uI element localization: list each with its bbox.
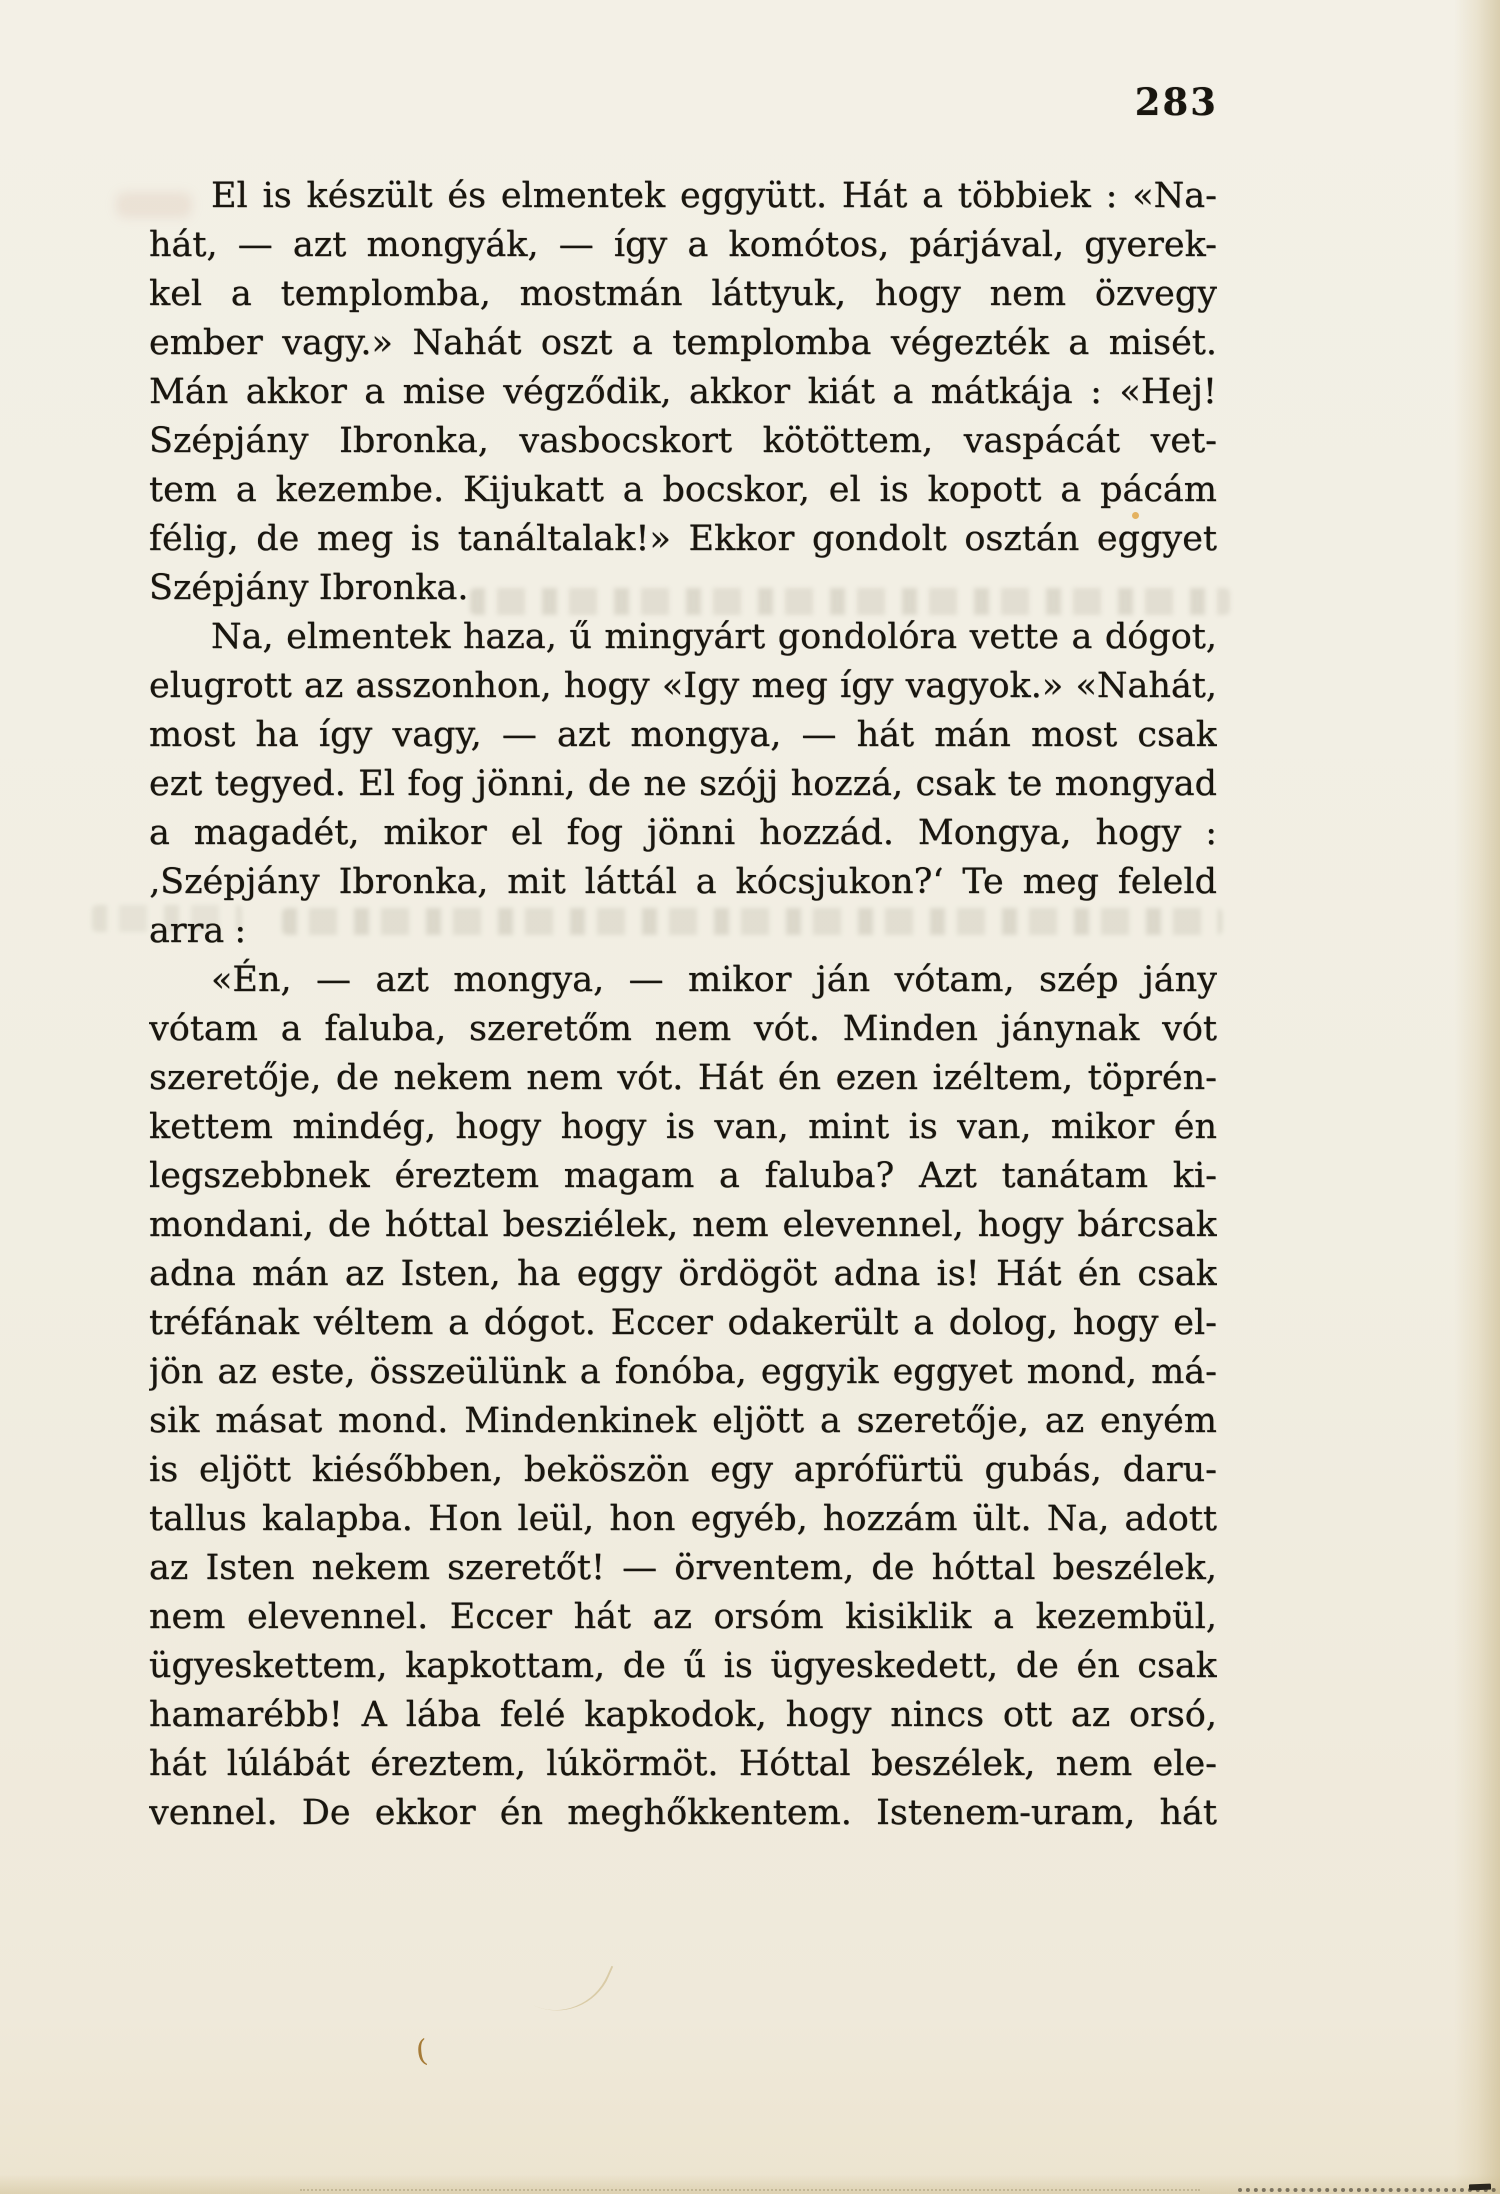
text-line: hát, — azt mongyák, — így a komótos, párjával, gyerek-: [149, 225, 1217, 265]
text-line: hát lúlábát éreztem, lúkörmöt. Hóttal beszélek, nem ele-: [149, 1744, 1217, 1784]
text-line: a magadét, mikor el fog jönni hozzád. Mongya, hogy :: [149, 813, 1217, 853]
text-line: ügyeskettem, kapkottam, de ű is ügyeskedett, de én csak: [149, 1646, 1217, 1686]
text-line: «Én, — azt mongya, — mikor ján vótam, szép jány: [211, 960, 1217, 1000]
text-line: ezt tegyed. El fog jönni, de ne szójj hozzá, csak te mongyad: [149, 764, 1217, 804]
text-line: hamarébb! A lába felé kapkodok, hogy nincs ott az orsó,: [149, 1695, 1217, 1735]
text-line: tréfának véltem a dógot. Eccer odakerült a dolog, hogy el-: [149, 1303, 1217, 1343]
page-bottom-edge-speckle: [300, 2189, 1200, 2191]
text-line: Szépjány Ibronka, vasbocskort kötöttem, vaspácát vet-: [149, 421, 1217, 461]
text-line: ember vagy.» Nahát oszt a templomba végezték a misét.: [149, 323, 1217, 363]
stray-ink-mark: (: [414, 2033, 430, 2070]
text-line: tallus kalapba. Hon leül, hon egyéb, hozzám ült. Na, adott: [149, 1499, 1217, 1539]
page-right-edge-shadow: [1454, 0, 1500, 2194]
text-line: mondani, de hóttal besziélek, nem elevennel, hogy bárcsak: [149, 1205, 1217, 1245]
text-line: vótam a faluba, szeretőm nem vót. Minden jánynak vót: [149, 1009, 1217, 1049]
text-line: Mán akkor a mise végződik, akkor kiát a mátkája : «Hej!: [149, 372, 1217, 412]
text-line: Szépjány Ibronka.: [149, 568, 469, 608]
page-bottom-edge-speckle: [1238, 2188, 1496, 2192]
text-line: félig, de meg is tanáltalak!» Ekkor gondolt osztán eggyet: [149, 519, 1217, 559]
text-line: az Isten nekem szeretőt! — örventem, de hóttal beszélek,: [149, 1548, 1217, 1588]
text-line: El is készült és elmentek eggyütt. Hát a többiek : «Na-: [211, 176, 1217, 216]
text-line: szeretője, de nekem nem vót. Hát én ezen izéltem, töprén-: [149, 1058, 1217, 1098]
corner-ink-dash: [1469, 2184, 1491, 2191]
text-line: elugrott az asszonhon, hogy «Igy meg így vagyok.» «Nahát,: [149, 666, 1217, 706]
text-line: tem a kezembe. Kijukatt a bocskor, el is kopott a pácám: [149, 470, 1217, 510]
text-line: Na, elmentek haza, ű mingyárt gondolóra vette a dógot,: [211, 617, 1217, 657]
text-line: vennel. De ekkor én meghőkkentem. Istenem-uram, hát: [149, 1793, 1217, 1833]
text-line: adna mán az Isten, ha eggy ördögöt adna is! Hát én csak: [149, 1254, 1217, 1294]
text-block: [149, 172, 1217, 1838]
text-line: legszebbnek éreztem magam a faluba? Azt tanátam ki-: [149, 1156, 1217, 1196]
text-line: is eljött kiésőbben, beköszön egy aprófürtü gubás, daru-: [149, 1450, 1217, 1490]
paper-scratch: [534, 1943, 614, 2028]
text-line: nem elevennel. Eccer hát az orsóm kisiklik a kezembül,: [149, 1597, 1217, 1637]
text-line: jön az este, összeülünk a fonóba, eggyik eggyet mond, má-: [149, 1352, 1217, 1392]
text-line: most ha így vagy, — azt mongya, — hát mán most csak: [149, 715, 1217, 755]
page-number: 283: [1134, 80, 1218, 124]
text-line: arra :: [149, 911, 247, 951]
text-line: ‚Szépjány Ibronka, mit láttál a kócsjukon?‘ Te meg feleld: [149, 862, 1217, 902]
text-line: kettem mindég, hogy hogy is van, mint is van, mikor én: [149, 1107, 1217, 1147]
text-line: sik másat mond. Mindenkinek eljött a szeretője, az enyém: [149, 1401, 1217, 1441]
text-line: kel a templomba, mostmán láttyuk, hogy nem özvegy: [149, 274, 1217, 314]
